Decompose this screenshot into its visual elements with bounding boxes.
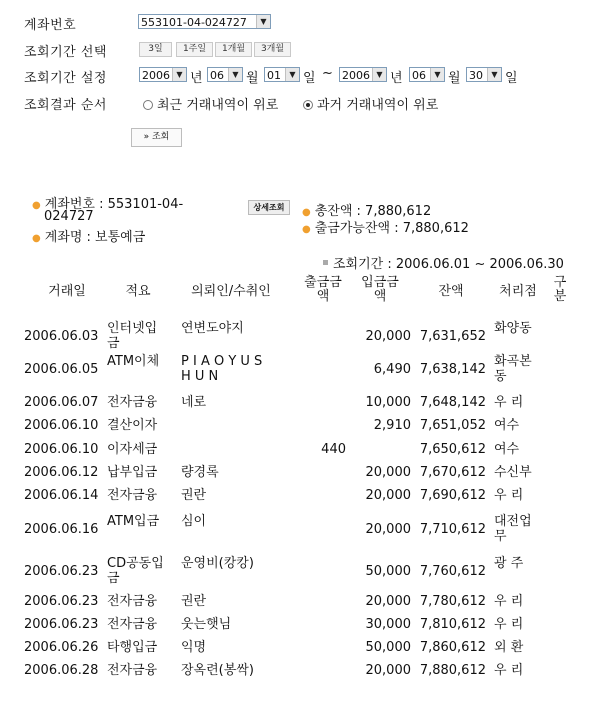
account-label: 계좌번호 bbox=[24, 18, 77, 33]
cell-desc: 이자세금 bbox=[107, 442, 158, 457]
cell-date: 2006.06.05 bbox=[24, 362, 99, 377]
bullet-icon: ● bbox=[302, 207, 311, 218]
square-bullet-icon bbox=[323, 260, 328, 265]
cell-branch: 우 리 bbox=[494, 594, 524, 609]
cell-party: 익명 bbox=[181, 640, 207, 655]
summary-account-no-label: 계좌번호 : 553101-04- bbox=[44, 197, 184, 212]
cell-balance: 7,638,142 bbox=[419, 362, 486, 377]
cell-desc: CD공동입 bbox=[107, 556, 164, 571]
cell-balance: 7,670,612 bbox=[419, 465, 486, 480]
cell-balance: 7,690,612 bbox=[419, 488, 486, 503]
chevron-down-icon: ▼ bbox=[256, 15, 270, 28]
cell-desc: 결산이자 bbox=[107, 418, 158, 433]
header-type-line1: 구 bbox=[553, 275, 567, 290]
cell-party: 심이 bbox=[181, 514, 207, 529]
period-set-label: 조회기간 설정 bbox=[24, 71, 107, 86]
header-withdraw bbox=[300, 276, 346, 304]
bullet-icon: ● bbox=[302, 224, 311, 235]
cell-desc: 전자금융 bbox=[107, 395, 158, 410]
account-select[interactable] bbox=[138, 14, 271, 29]
cell-desc: 타행입금 bbox=[107, 640, 158, 655]
cell-branch: 화곡본 bbox=[494, 354, 532, 369]
end-year-value: 2006 bbox=[342, 69, 370, 82]
cell-balance: 7,810,612 bbox=[419, 617, 486, 632]
header-withdraw-line1: 출금금 bbox=[304, 275, 342, 290]
cell-balance: 7,860,612 bbox=[419, 640, 486, 655]
cell-balance: 7,648,142 bbox=[419, 395, 486, 410]
month-unit: 월 bbox=[246, 71, 259, 86]
chevron-down-icon: ▼ bbox=[487, 68, 501, 81]
day-unit: 일 bbox=[505, 71, 518, 86]
cell-date: 2006.06.10 bbox=[24, 442, 99, 457]
cell-party: 연변도야지 bbox=[181, 321, 244, 336]
cell-balance: 7,880,612 bbox=[419, 663, 486, 678]
cell-branch: 우 리 bbox=[494, 488, 524, 503]
summary-total-balance-text: 총잔액 : 7,880,612 bbox=[314, 204, 432, 219]
header-party: 의뢰인/수취인 bbox=[191, 284, 271, 299]
cell-party: 웃는햇님 bbox=[181, 617, 232, 632]
summary-account-name-text: 계좌명 : 보통예금 bbox=[44, 230, 146, 245]
cell-branch-cont: 동 bbox=[494, 369, 507, 384]
cell-branch: 여수 bbox=[494, 442, 520, 457]
cell-branch: 우 리 bbox=[494, 663, 524, 678]
order-past-option[interactable] bbox=[303, 94, 438, 113]
header-balance: 잔액 bbox=[438, 284, 464, 299]
start-month-value: 06 bbox=[210, 69, 224, 82]
cell-deposit: 20,000 bbox=[365, 488, 411, 503]
cell-date: 2006.06.28 bbox=[24, 663, 99, 678]
header-type-line2: 분 bbox=[553, 289, 567, 304]
end-month-select[interactable] bbox=[409, 67, 445, 82]
cell-deposit: 50,000 bbox=[365, 564, 411, 579]
cell-branch: 외 환 bbox=[494, 640, 524, 655]
end-day-value: 30 bbox=[469, 69, 483, 82]
chevron-down-icon: ▼ bbox=[228, 68, 242, 81]
cell-party: 네로 bbox=[181, 395, 207, 410]
header-deposit-line1: 입금금 bbox=[361, 275, 399, 290]
cell-branch: 화양동 bbox=[494, 321, 532, 336]
end-day-select[interactable] bbox=[466, 67, 502, 82]
summary-account-name bbox=[32, 226, 145, 245]
start-month-select[interactable] bbox=[207, 67, 243, 82]
cell-deposit: 6,490 bbox=[373, 362, 411, 377]
cell-balance: 7,631,652 bbox=[419, 329, 486, 344]
cell-branch: 여수 bbox=[494, 418, 520, 433]
summary-period-text: 조회기간 : 2006.06.01 ~ 2006.06.30 bbox=[333, 257, 564, 272]
query-button[interactable]: » 조회 bbox=[131, 128, 182, 147]
cell-deposit: 20,000 bbox=[365, 329, 411, 344]
header-type bbox=[551, 276, 569, 304]
year-unit: 년 bbox=[190, 71, 203, 86]
cell-branch-cont: 무 bbox=[494, 529, 507, 544]
cell-desc: ATM입금 bbox=[107, 514, 160, 529]
header-branch: 처리점 bbox=[499, 284, 537, 299]
header-date: 거래일 bbox=[48, 284, 86, 299]
period-1week-button[interactable]: 1주일 bbox=[176, 42, 213, 57]
cell-party: 권란 bbox=[181, 488, 207, 503]
radio-selected-icon[interactable] bbox=[303, 100, 313, 110]
cell-desc-cont: 금 bbox=[107, 336, 120, 351]
cell-deposit: 2,910 bbox=[373, 418, 411, 433]
cell-date: 2006.06.03 bbox=[24, 329, 99, 344]
cell-date: 2006.06.23 bbox=[24, 564, 99, 579]
cell-desc: 인터넷입 bbox=[107, 321, 158, 336]
summary-period bbox=[323, 253, 564, 272]
cell-deposit: 20,000 bbox=[365, 663, 411, 678]
header-withdraw-line2: 액 bbox=[316, 289, 330, 304]
cell-party: 권란 bbox=[181, 594, 207, 609]
cell-deposit: 20,000 bbox=[365, 522, 411, 537]
cell-date: 2006.06.23 bbox=[24, 594, 99, 609]
cell-branch: 우 리 bbox=[494, 395, 524, 410]
cell-branch: 대전업 bbox=[494, 514, 532, 529]
account-select-value: 553101-04-024727 bbox=[141, 16, 247, 29]
cell-balance: 7,780,612 bbox=[419, 594, 486, 609]
cell-party-cont: H U N bbox=[181, 369, 219, 384]
cell-date: 2006.06.07 bbox=[24, 395, 99, 410]
day-unit: 일 bbox=[303, 71, 316, 86]
cell-party: P I A O Y U S bbox=[181, 354, 263, 369]
range-tilde: ~ bbox=[322, 66, 333, 81]
chevron-down-icon: ▼ bbox=[172, 68, 186, 81]
summary-withdrawable bbox=[302, 217, 469, 236]
cell-date: 2006.06.14 bbox=[24, 488, 99, 503]
cell-desc: 전자금융 bbox=[107, 617, 158, 632]
cell-desc-cont: 금 bbox=[107, 571, 120, 586]
cell-balance: 7,710,612 bbox=[419, 522, 486, 537]
cell-deposit: 20,000 bbox=[365, 465, 411, 480]
cell-date: 2006.06.16 bbox=[24, 522, 99, 537]
order-past-label: 과거 거래내역이 위로 bbox=[317, 98, 439, 113]
cell-withdraw: 440 bbox=[321, 442, 346, 457]
end-year-select[interactable] bbox=[339, 67, 387, 82]
start-day-value: 01 bbox=[267, 69, 281, 82]
cell-party: 량경록 bbox=[181, 465, 219, 480]
end-month-value: 06 bbox=[412, 69, 426, 82]
summary-withdrawable-text: 출금가능잔액 : 7,880,612 bbox=[314, 221, 469, 236]
cell-desc: 전자금융 bbox=[107, 663, 158, 678]
cell-balance: 7,651,052 bbox=[419, 418, 486, 433]
period-select-label: 조회기간 선택 bbox=[24, 45, 107, 60]
period-1month-button[interactable]: 1개월 bbox=[215, 42, 252, 57]
start-year-value: 2006 bbox=[142, 69, 170, 82]
cell-party: 운영비(캉캉) bbox=[181, 556, 254, 571]
cell-branch: 광 주 bbox=[494, 556, 524, 571]
chevron-down-icon: ▼ bbox=[430, 68, 444, 81]
cell-deposit: 50,000 bbox=[365, 640, 411, 655]
bullet-icon: ● bbox=[32, 233, 41, 244]
cell-date: 2006.06.23 bbox=[24, 617, 99, 632]
cell-date: 2006.06.10 bbox=[24, 418, 99, 433]
cell-date: 2006.06.26 bbox=[24, 640, 99, 655]
header-deposit-line2: 액 bbox=[373, 289, 387, 304]
chevron-down-icon: ▼ bbox=[285, 68, 299, 81]
cell-balance: 7,760,612 bbox=[419, 564, 486, 579]
cell-date: 2006.06.12 bbox=[24, 465, 99, 480]
month-unit: 월 bbox=[448, 71, 461, 86]
cell-desc: 전자금융 bbox=[107, 488, 158, 503]
header-desc: 적요 bbox=[125, 284, 151, 299]
cell-deposit: 30,000 bbox=[365, 617, 411, 632]
order-label: 조회결과 순서 bbox=[24, 98, 107, 113]
cell-balance: 7,650,612 bbox=[419, 442, 486, 457]
period-3day-button[interactable]: 3일 bbox=[139, 42, 172, 57]
radio-icon[interactable] bbox=[143, 100, 153, 110]
cell-branch: 우 리 bbox=[494, 617, 524, 632]
cell-branch: 수신부 bbox=[494, 465, 532, 480]
detail-button[interactable]: 상세조회 bbox=[248, 200, 290, 215]
cell-deposit: 20,000 bbox=[365, 594, 411, 609]
cell-deposit: 10,000 bbox=[365, 395, 411, 410]
period-3month-button[interactable]: 3개월 bbox=[254, 42, 291, 57]
chevron-down-icon: ▼ bbox=[372, 68, 386, 81]
order-recent-label: 최근 거래내역이 위로 bbox=[157, 98, 279, 113]
summary-account-no-cont: 024727 bbox=[44, 209, 94, 224]
cell-desc: 전자금융 bbox=[107, 594, 158, 609]
start-year-select[interactable] bbox=[139, 67, 187, 82]
cell-desc: 납부입금 bbox=[107, 465, 158, 480]
bullet-icon: ● bbox=[32, 200, 41, 211]
cell-desc: ATM이체 bbox=[107, 354, 160, 369]
cell-party: 장옥련(봉싹) bbox=[181, 663, 254, 678]
order-recent-option[interactable] bbox=[143, 94, 278, 113]
year-unit: 년 bbox=[390, 71, 403, 86]
header-deposit bbox=[357, 276, 403, 304]
start-day-select[interactable] bbox=[264, 67, 300, 82]
